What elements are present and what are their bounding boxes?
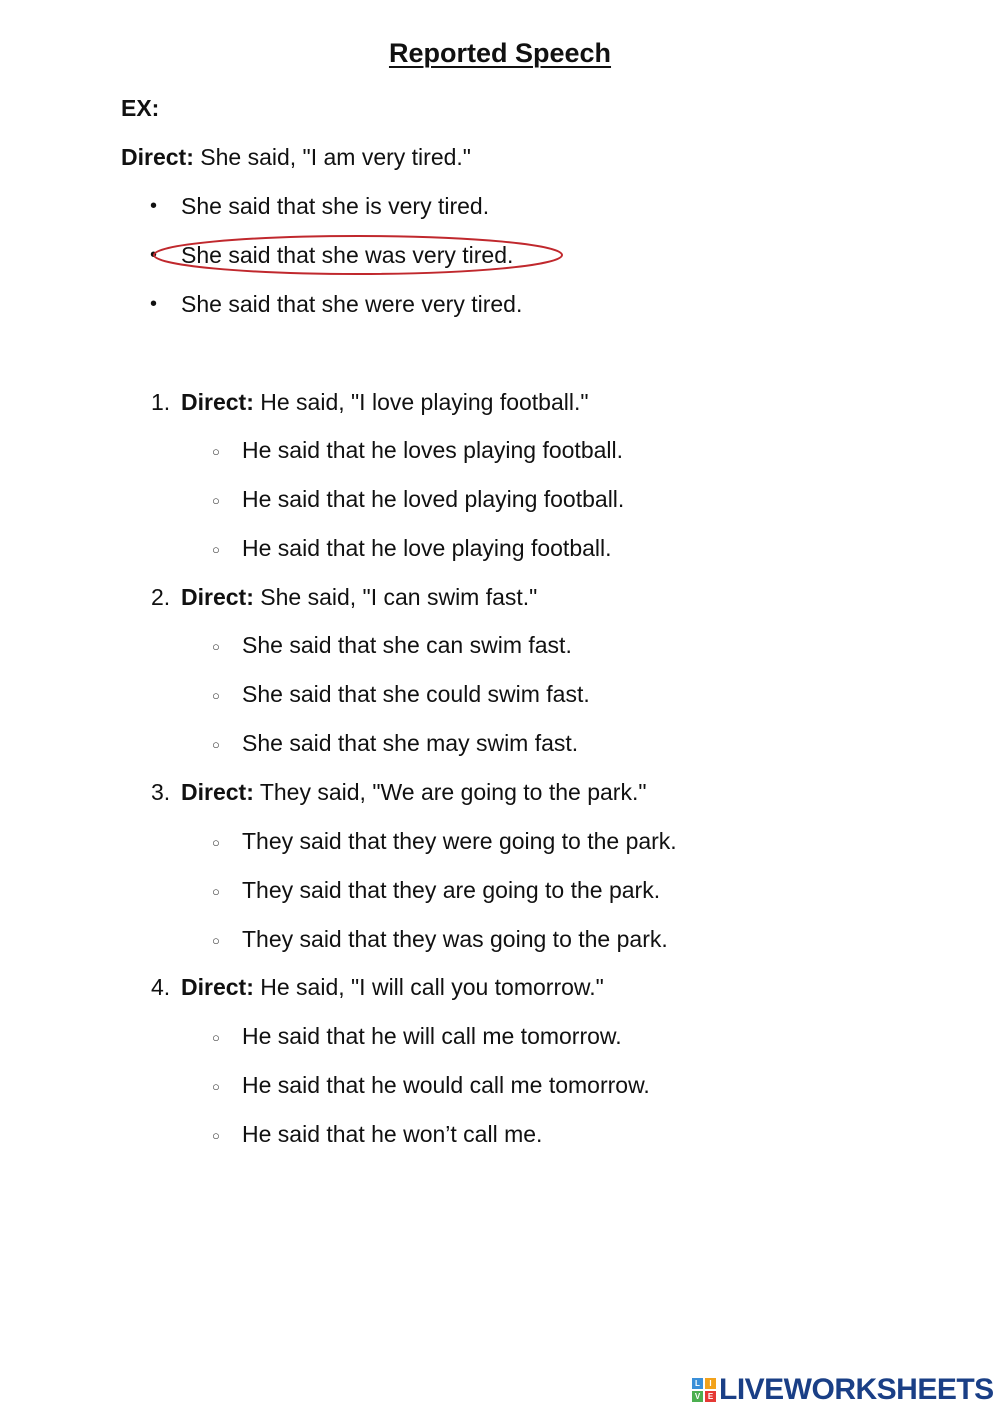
question-direct-line: [181, 777, 647, 807]
option-4b[interactable]: He said that he would call me tomorrow.: [242, 1072, 650, 1098]
logo-icon: [692, 1378, 716, 1402]
question-direct-line: [181, 972, 604, 1002]
option-3a[interactable]: They said that they were going to the park.: [242, 828, 677, 854]
example-option-text: She said that she is very tired.: [181, 193, 490, 219]
circle-bullet-icon: ○: [212, 1128, 220, 1143]
question-number: 4.: [151, 974, 171, 1000]
option-1b[interactable]: He said that he loved playing football.: [242, 486, 625, 512]
liveworksheets-logo: [692, 1372, 994, 1408]
circle-bullet-icon: ○: [212, 444, 220, 459]
question-direct-label: Direct:: [181, 584, 254, 610]
circle-bullet-icon: ○: [212, 1079, 220, 1094]
question-direct-line: [181, 387, 589, 417]
question-direct-label: Direct:: [181, 779, 254, 805]
question-direct-text: They said, "We are going to the park.": [253, 779, 647, 805]
bullet-icon: •: [150, 244, 158, 266]
example-heading: EX:: [121, 95, 160, 121]
logo-square-e: E: [705, 1391, 716, 1402]
question-number: 3.: [151, 779, 171, 805]
circle-bullet-icon: ○: [212, 542, 220, 557]
circle-bullet-icon: ○: [212, 493, 220, 508]
circle-bullet-icon: ○: [212, 688, 220, 703]
bullet-icon: •: [150, 195, 158, 217]
question-direct-label: Direct:: [181, 974, 254, 1000]
example-option-text: She said that she was very tired.: [181, 242, 514, 268]
circle-bullet-icon: ○: [212, 737, 220, 752]
example-option-text: She said that she were very tired.: [181, 291, 523, 317]
question-direct-line: [181, 582, 537, 612]
question-number: 2.: [151, 584, 171, 610]
example-direct-label: Direct:: [121, 144, 194, 170]
option-4c[interactable]: He said that he won’t call me.: [242, 1121, 543, 1147]
circle-bullet-icon: ○: [212, 835, 220, 850]
option-2b[interactable]: She said that she could swim fast.: [242, 681, 590, 707]
bullet-icon: •: [150, 293, 158, 315]
page-title: Reported Speech: [388, 38, 612, 68]
example-direct-line: [121, 142, 471, 172]
question-direct-text: He said, "I love playing football.": [253, 389, 589, 415]
option-3b[interactable]: They said that they are going to the park.: [242, 877, 661, 903]
question-direct-text: He said, "I will call you tomorrow.": [253, 974, 604, 1000]
circle-bullet-icon: ○: [212, 884, 220, 899]
option-1c[interactable]: He said that he love playing football.: [242, 535, 612, 561]
logo-square-v: V: [692, 1391, 703, 1402]
option-4a[interactable]: He said that he will call me tomorrow.: [242, 1023, 622, 1049]
question-number: 1.: [151, 389, 171, 415]
logo-text: LIVEWORKSHEETS: [719, 1373, 994, 1406]
circle-bullet-icon: ○: [212, 639, 220, 654]
option-2c[interactable]: She said that she may swim fast.: [242, 730, 579, 756]
example-direct-text: She said, "I am very tired.": [193, 144, 471, 170]
option-3c[interactable]: They said that they was going to the park.: [242, 926, 668, 952]
logo-square-i: I: [705, 1378, 716, 1389]
logo-square-l: L: [692, 1378, 703, 1389]
circle-bullet-icon: ○: [212, 933, 220, 948]
question-direct-label: Direct:: [181, 389, 254, 415]
option-1a[interactable]: He said that he loves playing football.: [242, 437, 624, 463]
option-2a[interactable]: She said that she can swim fast.: [242, 632, 572, 658]
question-direct-text: She said, "I can swim fast.": [253, 584, 538, 610]
circle-bullet-icon: ○: [212, 1030, 220, 1045]
